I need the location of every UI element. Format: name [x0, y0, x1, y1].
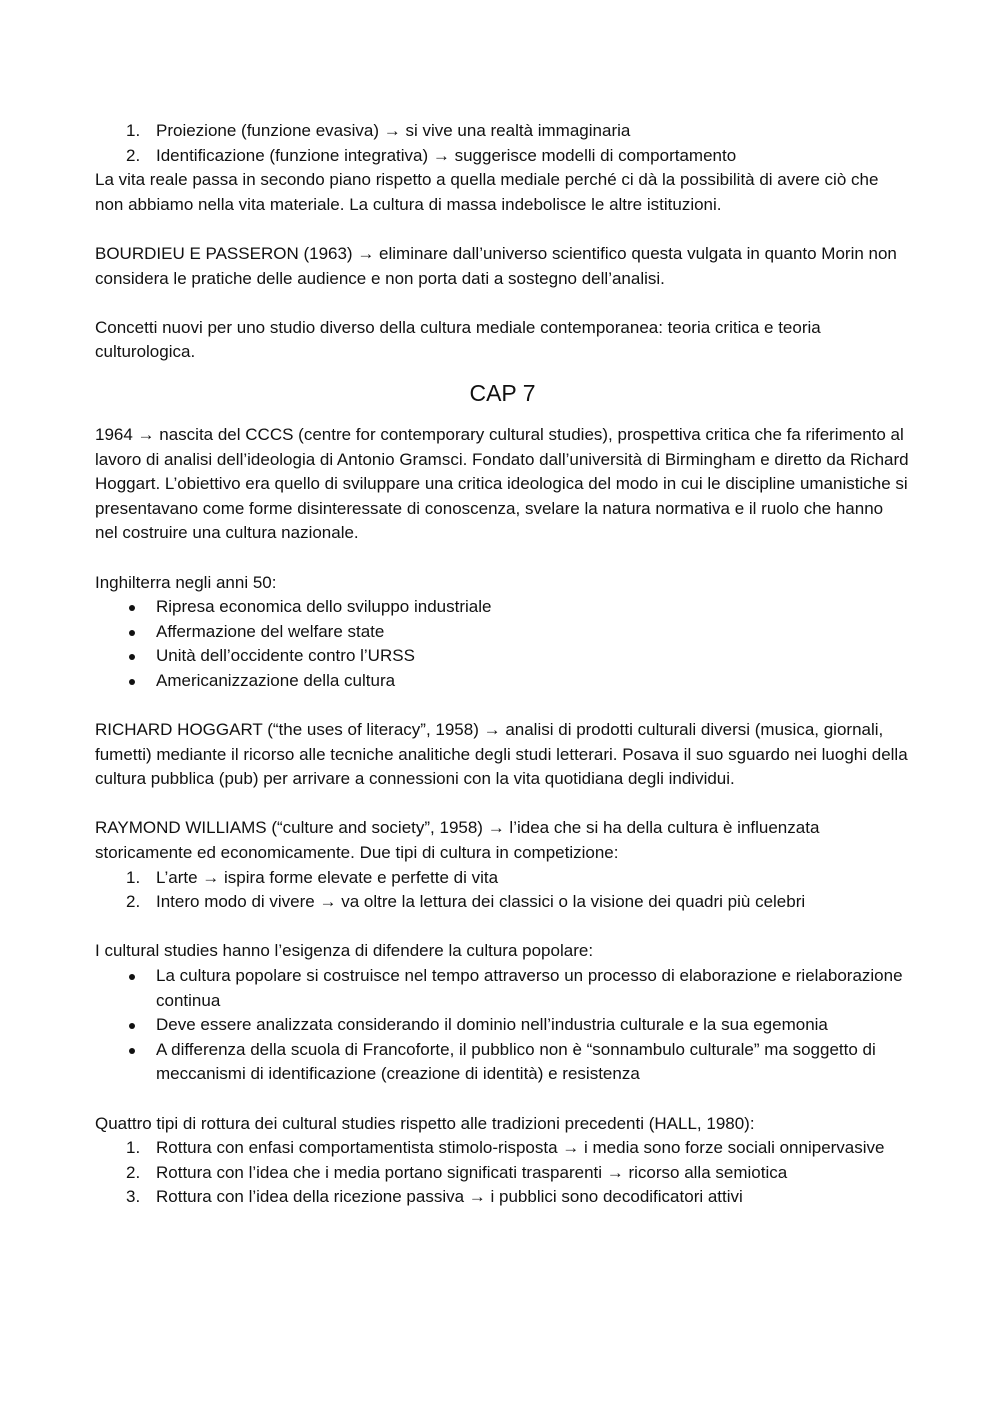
chapter-heading: CAP 7 [469, 379, 536, 406]
list-item [95, 620, 910, 645]
list-item-text: Rottura con l’idea che i media portano significati trasparenti → ricorso alla semiotica [156, 1162, 788, 1182]
list-item [95, 144, 910, 169]
list-item [95, 644, 910, 669]
list-item-text: A differenza della scuola di Francoforte, il pubblico non è “sonnambulo culturale” ma soggetto di meccanismi di identificazione (creazione di identità) e resistenza [156, 1039, 876, 1084]
list-item [95, 1013, 910, 1038]
list-item [95, 595, 910, 620]
bullet-icon [129, 630, 135, 636]
bullet-icon [129, 974, 135, 980]
list-item-text: Rottura con enfasi comportamentista stimolo-risposta → i media sono forze sociali onnipervasive [156, 1138, 885, 1158]
rotture-intro: Quattro tipi di rottura dei cultural studies rispetto alle tradizioni precedenti (HALL, 1980): [95, 1113, 755, 1133]
list-item [95, 866, 910, 891]
williams-numbered-list [95, 866, 910, 915]
list-item [95, 1161, 910, 1186]
list-number: 2. [126, 145, 141, 165]
list-item-text: Identificazione (funzione integrativa) → suggerisce modelli di comportamento [156, 145, 737, 165]
list-item-text: Americanizzazione della cultura [156, 670, 396, 690]
list-item-text: L’arte → ispira forme elevate e perfette di vita [156, 867, 499, 887]
list-number: 2. [126, 892, 141, 912]
intro-paragraph: La vita reale passa in secondo piano rispetto a quella mediale perché ci dà la possibilità di avere ciò che non abbiamo nella vita materiale. La cultura di massa indebolisce le altre istituzioni. [95, 170, 879, 214]
list-number: 1. [126, 121, 141, 140]
bullet-icon [129, 654, 135, 660]
list-number: 1. [126, 1138, 141, 1158]
list-item [95, 119, 910, 144]
bullet-icon [129, 679, 135, 685]
list-item-text: Rottura con l’idea della ricezione passiva → i pubblici sono decodificatori attivi [156, 1187, 743, 1207]
list-item-text: Unità dell’occidente contro l’URSS [156, 646, 415, 666]
list-item [95, 890, 910, 915]
list-item [95, 1136, 910, 1161]
list-item [95, 964, 910, 1013]
bourdieu-paragraph: BOURDIEU E PASSERON (1963) → eliminare dall’universo scientifico questa vulgata in quanto Morin non considera le pratiche delle audience e non porta dati a sostegno dell’analisi. [95, 243, 897, 288]
list-item-text: Deve essere analizzata considerando il dominio nell’industria culturale e la sua egemonia [156, 1015, 828, 1035]
bullet-icon [129, 1023, 135, 1029]
list-item-text: Affermazione del welfare state [156, 621, 385, 641]
list-item-text: Ripresa economica dello sviluppo industriale [156, 597, 492, 617]
cultural-studies-intro: I cultural studies hanno l’esigenza di difendere la cultura popolare: [95, 941, 594, 961]
list-item [95, 669, 910, 694]
cultural-studies-bullet-list [95, 964, 910, 1087]
list-number: 3. [126, 1187, 141, 1207]
bullet-icon [129, 1048, 135, 1054]
rotture-numbered-list [95, 1136, 910, 1210]
bullet-icon [129, 605, 135, 611]
intro-numbered-list [95, 119, 910, 168]
list-item [95, 1038, 910, 1087]
list-item [95, 1185, 910, 1210]
concetti-paragraph: Concetti nuovi per uno studio diverso della cultura mediale contemporanea: teoria critica e teoria culturologica. [95, 317, 821, 362]
inghilterra-intro: Inghilterra negli anni 50: [95, 572, 277, 592]
hoggart-paragraph: RICHARD HOGGART (“the uses of literacy”, 1958) → analisi di prodotti culturali diversi (musica, giornali, fumetti) mediante il ricorso alle tecniche analitiche degli studi letterari. Posava il suo sguardo nei luoghi della cultura pubblica (pub) per arrivare a connessioni con la vita quotidiana degli individui. [95, 720, 908, 789]
inghilterra-bullet-list [95, 595, 910, 693]
williams-paragraph: RAYMOND WILLIAMS (“culture and society”, 1958) → l’idea che si ha della cultura è influenzata storicamente ed economicamente. Due tipi di cultura in competizione: [95, 818, 820, 863]
list-item-text: La cultura popolare si costruisce nel tempo attraverso un processo di elaborazione e rielaborazione continua [156, 966, 903, 1010]
list-number: 1. [126, 867, 141, 887]
list-item-text: Intero modo di vivere → va oltre la lettura dei classici o la visione dei quadri più celebri [156, 892, 806, 912]
list-number: 2. [126, 1162, 141, 1182]
document-page [95, 119, 910, 1210]
list-item-text: Proiezione (funzione evasiva) → si vive una realtà immaginaria [156, 121, 631, 140]
cccs-paragraph: 1964 → nascita del CCCS (centre for contemporary cultural studies), prospettiva critica che fa riferimento al lavoro di analisi dell’ideologia di Antonio Gramsci. Fondato dall’università di Birmingham e diretto da Richard Hoggart. L’obiettivo era quello di sviluppare una critica ideologica del modo in cui le discipline umanistiche si presentavano come forme disinteressate di conoscenza, svelare la natura normativa e il ruolo che hanno nel costruire una cultura nazionale. [95, 424, 909, 543]
